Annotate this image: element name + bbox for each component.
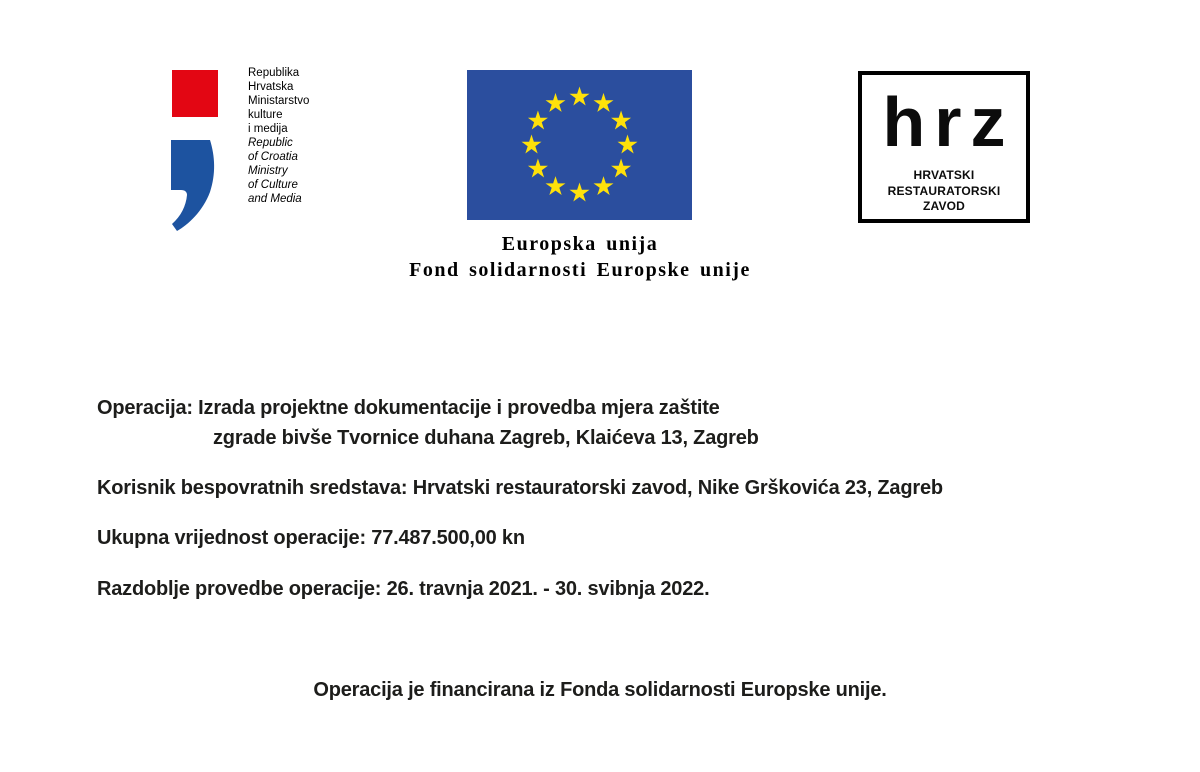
eu-caption-line2: Fond solidarnosti Europske unije [409, 259, 751, 281]
hrz-logo [858, 71, 1030, 223]
ministry-line-en: Ministry [248, 165, 288, 177]
hrz-name-line1: HRVATSKI [913, 168, 975, 182]
operation-title-line2: zgrade bivše Tvornice duhana Zagreb, Klaićeva 13, Zagreb [213, 427, 759, 449]
ministry-line-en: and Media [248, 193, 302, 205]
operation-title-line1: Operacija: Izrada projektne dokumentacije i provedba mjera zaštite [97, 397, 720, 419]
eu-caption-line1: Europska unija [501, 233, 659, 255]
hrz-acronym: hrz [882, 83, 1015, 161]
funding-footer-note: Operacija je financirana iz Fonda solidarnosti Europske unije. [313, 679, 887, 701]
ministry-line-en: of Croatia [248, 151, 298, 163]
total-value-line: Ukupna vrijednost operacije: 77.487.500,00 kn [97, 527, 525, 549]
ministry-line: Hrvatska [248, 81, 294, 93]
beneficiary-line: Korisnik bespovratnih sredstava: Hrvatski restauratorski zavod, Nike Grškovića 23, Zagreb [97, 477, 943, 499]
hrz-name [862, 168, 1026, 215]
eu-flag-icon [467, 70, 692, 220]
ministry-line: Republika [248, 67, 300, 79]
ministry-line-en: Republic [248, 137, 293, 149]
eu-caption [330, 231, 830, 283]
ministry-line: kulture [248, 109, 283, 121]
period-line: Razdoblje provedbe operacije: 26. travnja 2021. - 30. svibnja 2022. [97, 578, 710, 600]
hrz-name-line3: ZAVOD [922, 199, 966, 213]
ministry-line: i medija [248, 123, 288, 135]
ministry-line: Ministarstvo [248, 95, 310, 107]
ministry-line-en: of Culture [248, 179, 298, 191]
ministry-comma-icon [170, 140, 216, 231]
ministry-red-square-icon [172, 70, 218, 117]
ministry-text-block [248, 66, 309, 206]
hrz-name-line2: RESTAURATORSKI [887, 183, 1001, 198]
